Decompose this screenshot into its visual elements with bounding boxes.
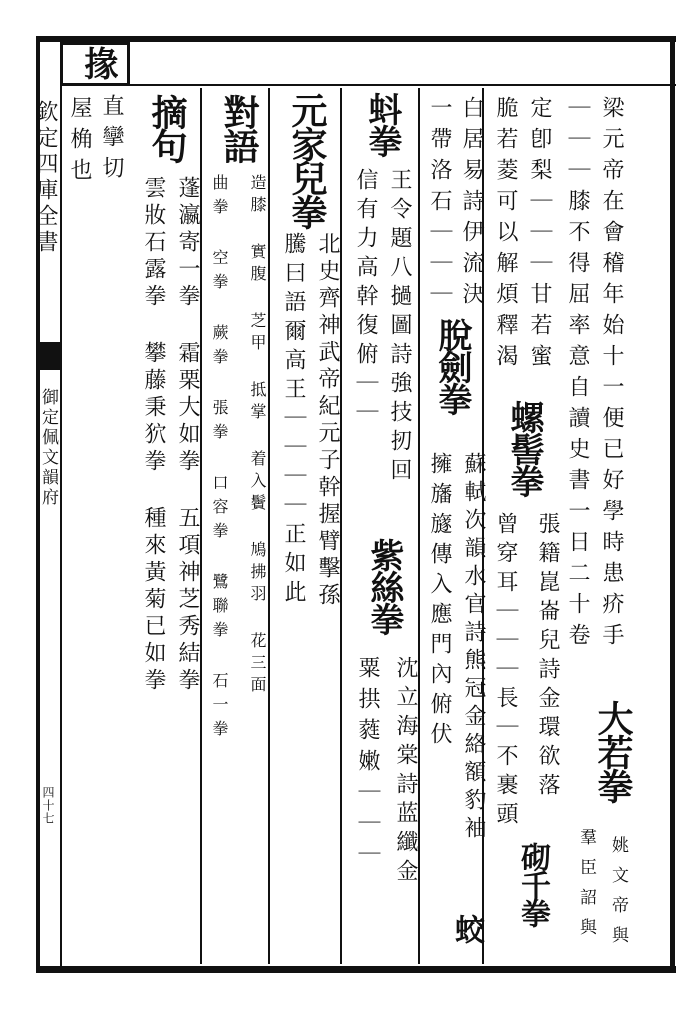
margin-band: [36, 342, 60, 370]
entry-heading: 大若拳: [592, 700, 634, 802]
text-column: 王令題八撾圖詩強技扨回: [387, 168, 412, 487]
entry-heading: 脫劍拳: [432, 318, 472, 414]
text-column: 曾穿耳｜｜｜長｜不裹頭: [493, 512, 518, 831]
text-column: 騰曰語爾高王｜｜｜｜正如此: [281, 232, 306, 609]
text-column: 姚文帝與: [608, 836, 628, 956]
headword-char: 掾: [78, 46, 118, 78]
entry-heading: 對語: [218, 94, 260, 162]
right-border: [670, 36, 675, 972]
entry-heading: 摘句: [146, 94, 188, 162]
text-column: 雲妝石露拳 攀藤秉狖拳 種來黃菊已如拳: [141, 176, 166, 695]
text-column: 沈立海棠詩蓝纖金: [393, 656, 418, 888]
entry-heading: 紫絲拳: [364, 538, 404, 634]
text-column: 羣臣詔與: [576, 828, 596, 948]
text-column: 梁元帝在會稽年始十一便已好學時患疥手: [599, 96, 624, 654]
text-column: ｜｜｜膝不得屈率意自讀史書一日二十卷: [565, 96, 590, 654]
text-column: 蘇軾次韻水官詩熊冠金絡額豹袖: [461, 452, 486, 844]
text-column: 蓬瀛寄一拳 霜栗大如拳 五項神芝秀結拳: [175, 176, 200, 695]
top-border: [36, 36, 676, 42]
margin-page-number: 四十七: [41, 786, 55, 825]
text-column: 白居易詩伊流決: [459, 96, 484, 313]
entry-heading: 蚪拳: [362, 92, 402, 156]
entry-heading: 螺髻拳: [504, 400, 544, 496]
bottom-border: [36, 966, 676, 973]
text-column: 張籍崑崙兒詩金環欲落: [535, 512, 560, 802]
text-column: 造膝 實腹 芝甲 抵掌 着入鬢 鳩拂羽 花三面: [248, 174, 267, 698]
entry-heading: 元家兒拳: [286, 92, 328, 228]
text-column: 一帶洛石｜｜｜: [427, 96, 452, 313]
text-column: 定卽梨｜｜｜甘若蜜: [527, 96, 552, 375]
entry-heading: 蛟: [449, 914, 484, 942]
margin-title: 欽定四庫全書: [33, 100, 58, 256]
top-inner-border: [130, 84, 676, 86]
text-column: 粟拱蕤嫩｜｜｜: [355, 656, 380, 873]
margin-book-title: 御定佩文韻府: [38, 388, 58, 508]
text-column: 曲拳 空拳 蕨拳 張拳 口容拳 鷺聯拳 石一拳: [210, 174, 229, 744]
text-column: 脆若菱可以解煩釋渴: [493, 96, 518, 375]
text-column: 北史齊神武帝紀元子幹握臂擊孫: [315, 232, 340, 610]
headword-gloss: 屋桷也: [67, 96, 92, 189]
text-column: 擁旛旞傳入應門內俯伏: [427, 452, 452, 752]
entry-heading: 砌千拳: [515, 842, 550, 926]
text-column: 信有力高幹復俯｜｜: [353, 168, 378, 429]
headword-pronunciation: 直攣切: [99, 94, 124, 187]
